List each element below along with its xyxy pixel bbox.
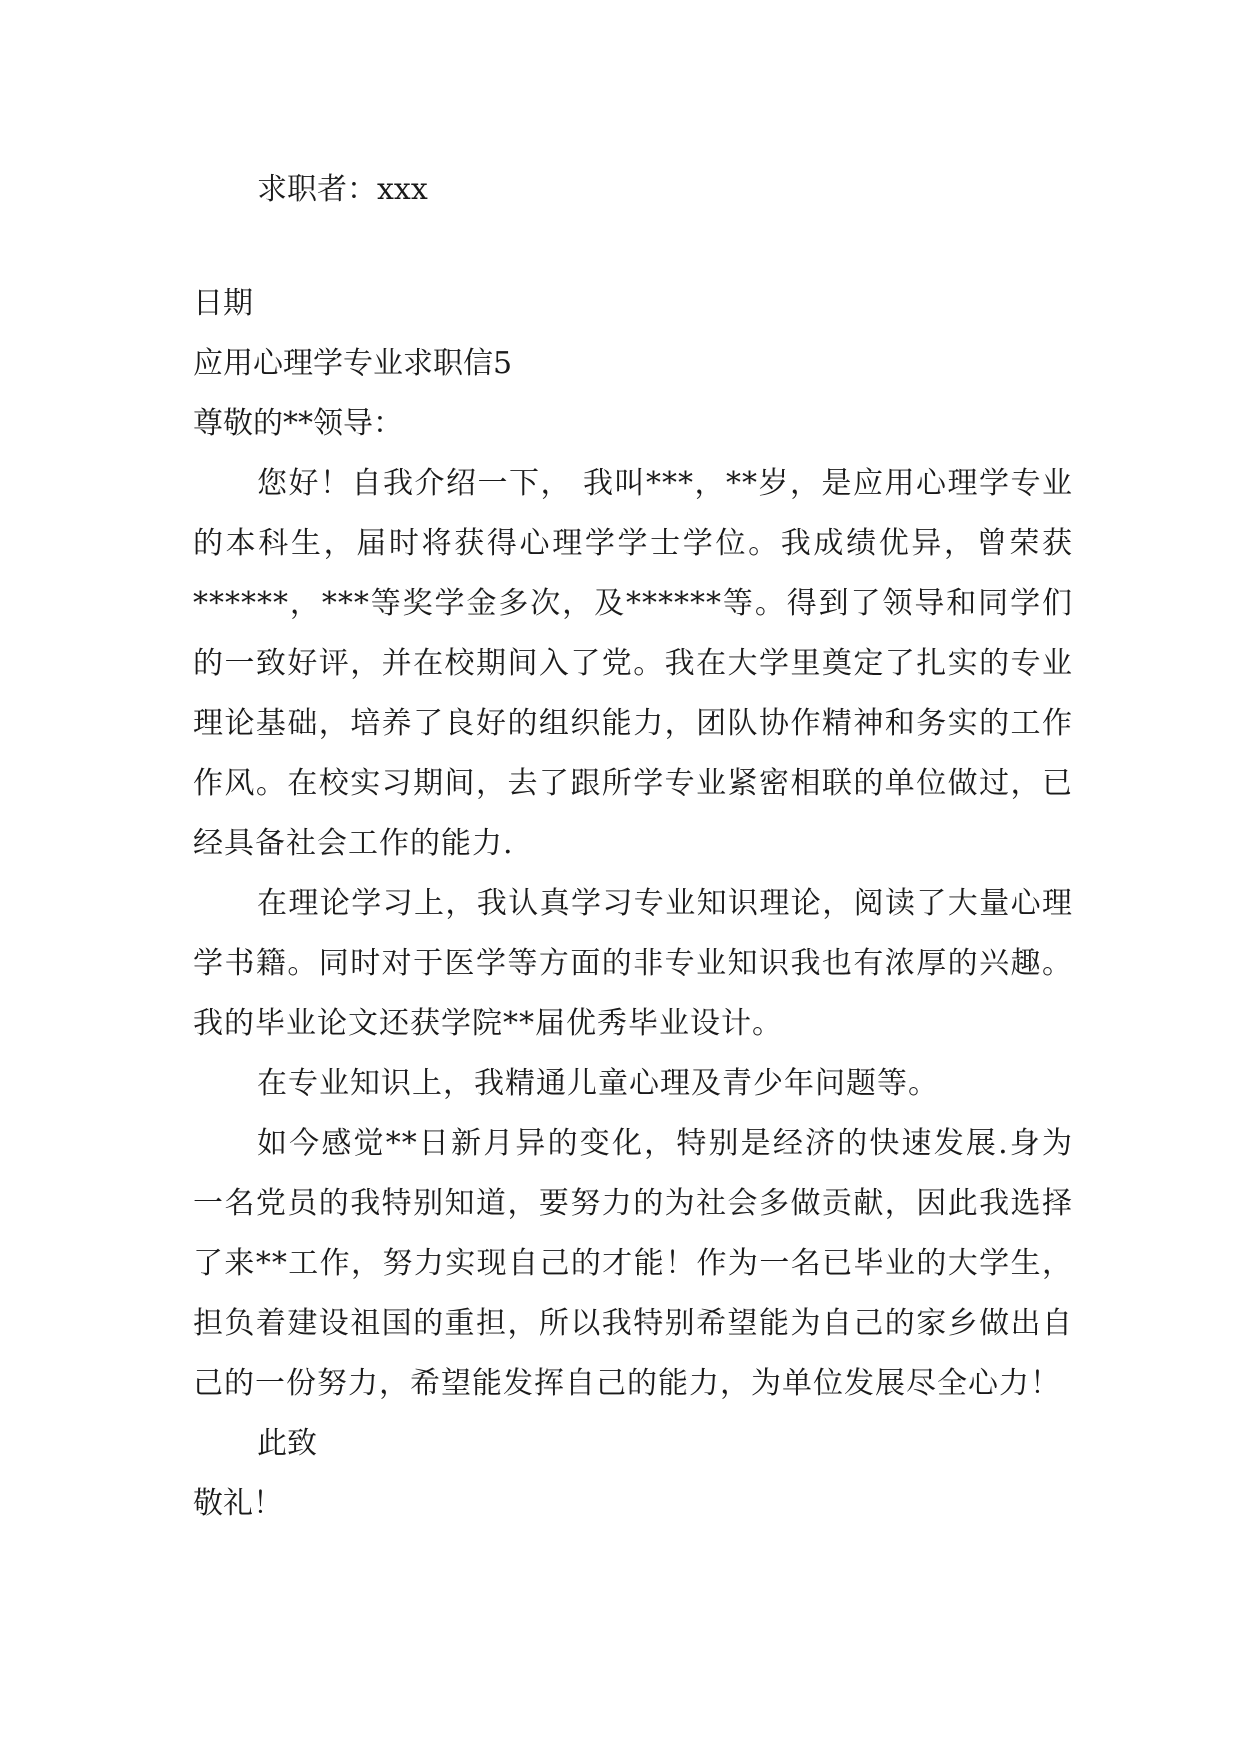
blank-gap (193, 220, 1073, 274)
paragraph-introduction: 您好！自我介绍一下， 我叫***，**岁，是应用心理学专业的本科生，届时将获得心理学学士学位。我成绩优异，曾荣获******，***等奖学金多次，及******等。得到了领导和同学们的一致好评，并在校期间入了党。我在大学里奠定了扎实的专业理论基础，培养了良好的组织能力，团队协作精神和务实的工作作风。在校实习期间，去了跟所学专业紧密相联的单位做过，已经具备社会工作的能力. (193, 466, 1073, 861)
closing-salutation: 此致 (257, 1426, 317, 1461)
salutation: 尊敬的**领导： (193, 406, 403, 441)
paragraph-theory-study: 在理论学习上，我认真学习专业知识理论，阅读了大量心理学书籍。同时对于医学等方面的非专业知识我也有浓厚的兴趣。我的毕业论文还获学院**届优秀毕业设计。 (193, 886, 1073, 1041)
closing-regards: 敬礼！ (193, 1486, 283, 1521)
paragraph-professional-knowledge: 在专业知识上，我精通儿童心理及青少年问题等。 (257, 1066, 939, 1101)
date-line: 日期 (193, 286, 253, 321)
letter-title: 应用心理学专业求职信5 (193, 346, 513, 381)
applicant-line: 求职者：xxx (257, 172, 428, 207)
paragraph-motivation: 如今感觉**日新月异的变化，特别是经济的快速发展.身为一名党员的我特别知道，要努力的为社会多做贡献，因此我选择了来**工作，努力实现自己的才能！作为一名已毕业的大学生，担负着建设祖国的重担，所以我特别希望能为自己的家乡做出自己的一份努力，希望能发挥自己的能力，为单位发展尽全心力！ (193, 1126, 1073, 1401)
letter-body (193, 160, 1073, 1534)
